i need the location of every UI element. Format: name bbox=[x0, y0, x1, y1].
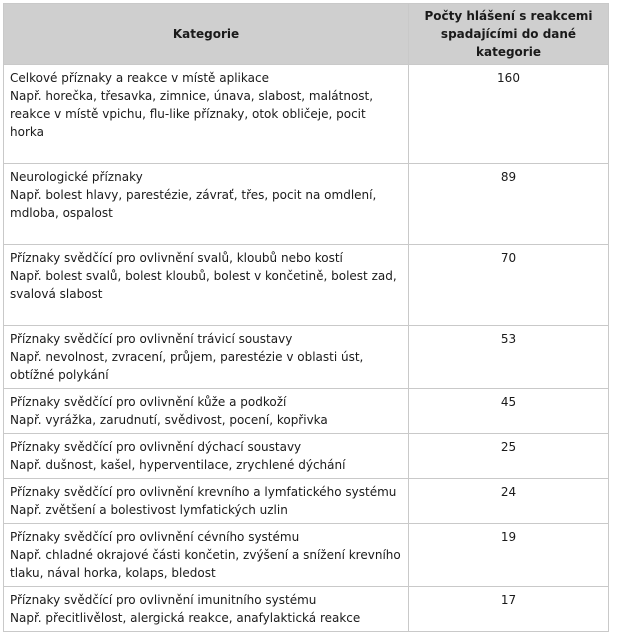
category-examples: Např. přecitlivělost, alergická reakce, anafylaktická reakce bbox=[10, 611, 361, 625]
category-examples: Např. bolest svalů, bolest kloubů, bolest v končetině, bolest zad, svalová slabost bbox=[10, 269, 397, 301]
category-examples: Např. zvětšení a bolestivost lymfatických uzlin bbox=[10, 503, 288, 517]
category-cell bbox=[4, 65, 409, 164]
table-header-row bbox=[4, 4, 609, 65]
header-category: Kategorie bbox=[4, 4, 409, 65]
category-cell bbox=[4, 326, 409, 389]
category-examples: Např. nevolnost, zvracení, průjem, parestézie v oblasti úst, obtížné polykání bbox=[10, 350, 364, 382]
category-cell bbox=[4, 587, 409, 632]
table-row bbox=[4, 326, 609, 389]
table-row bbox=[4, 245, 609, 326]
category-cell bbox=[4, 164, 409, 245]
table-row bbox=[4, 524, 609, 587]
category-name: Celkové příznaky a reakce v místě aplikace bbox=[10, 71, 269, 85]
report-count: 25 bbox=[409, 434, 609, 479]
category-examples: Např. chladné okrajové části končetin, zvýšení a snížení krevního tlaku, nával horka, kolaps, bledost bbox=[10, 548, 401, 580]
category-cell bbox=[4, 524, 409, 587]
category-name: Příznaky svědčící pro ovlivnění dýchací soustavy bbox=[10, 440, 302, 454]
category-cell bbox=[4, 389, 409, 434]
category-name: Příznaky svědčící pro ovlivnění svalů, kloubů nebo kostí bbox=[10, 251, 343, 265]
table-row bbox=[4, 587, 609, 632]
category-examples: Např. bolest hlavy, parestézie, závrať, třes, pocit na omdlení, mdloba, ospalost bbox=[10, 188, 377, 220]
report-count: 89 bbox=[409, 164, 609, 245]
category-cell bbox=[4, 434, 409, 479]
category-examples: Např. dušnost, kašel, hyperventilace, zrychlené dýchání bbox=[10, 458, 346, 472]
category-name: Příznaky svědčící pro ovlivnění imunitního systému bbox=[10, 593, 317, 607]
report-count: 45 bbox=[409, 389, 609, 434]
category-name: Příznaky svědčící pro ovlivnění cévního systému bbox=[10, 530, 300, 544]
category-cell bbox=[4, 245, 409, 326]
report-count: 19 bbox=[409, 524, 609, 587]
report-count: 53 bbox=[409, 326, 609, 389]
report-count: 160 bbox=[409, 65, 609, 164]
table-row bbox=[4, 479, 609, 524]
report-count: 70 bbox=[409, 245, 609, 326]
report-count: 24 bbox=[409, 479, 609, 524]
category-name: Příznaky svědčící pro ovlivnění kůže a podkoží bbox=[10, 395, 287, 409]
table-row bbox=[4, 434, 609, 479]
category-examples: Např. vyrážka, zarudnutí, svědivost, pocení, kopřivka bbox=[10, 413, 328, 427]
table-row bbox=[4, 164, 609, 245]
header-report-count: Počty hlášení s reakcemi spadajícími do dané kategorie bbox=[409, 4, 609, 65]
category-cell bbox=[4, 479, 409, 524]
table-row bbox=[4, 389, 609, 434]
category-name: Příznaky svědčící pro ovlivnění trávicí soustavy bbox=[10, 332, 293, 346]
category-name: Příznaky svědčící pro ovlivnění krevního a lymfatického systému bbox=[10, 485, 397, 499]
adverse-reactions-table bbox=[3, 3, 609, 632]
table-row bbox=[4, 65, 609, 164]
report-count: 17 bbox=[409, 587, 609, 632]
category-name: Neurologické příznaky bbox=[10, 170, 143, 184]
category-examples: Např. horečka, třesavka, zimnice, únava, slabost, malátnost, reakce v místě vpichu, flu-like příznaky, otok obličeje, pocit horka bbox=[10, 89, 374, 139]
